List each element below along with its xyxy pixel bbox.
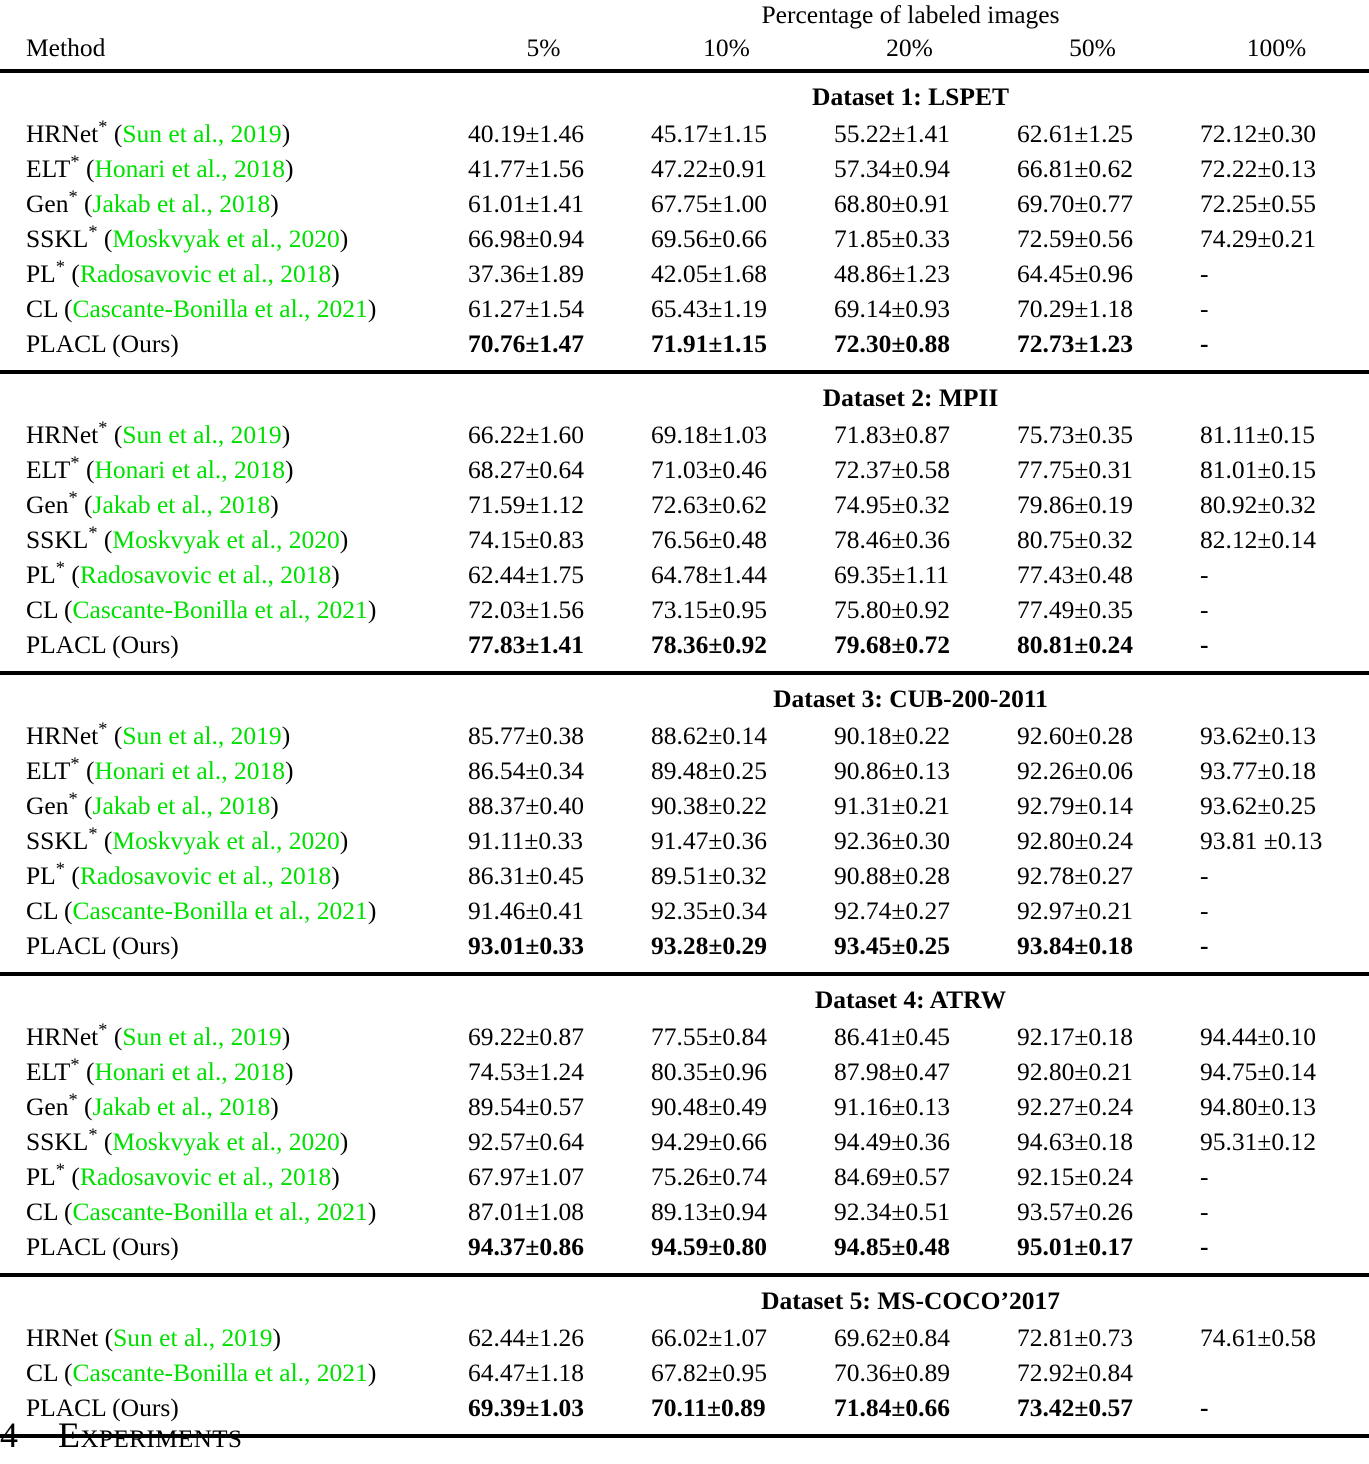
value-cell: 73.15±0.95 bbox=[651, 595, 767, 624]
value-cell: 90.48±0.49 bbox=[651, 1092, 767, 1121]
value-cell: 70.36±0.89 bbox=[834, 1358, 950, 1387]
value-cell: 80.92±0.32 bbox=[1200, 490, 1316, 519]
value-cell: 72.25±0.55 bbox=[1200, 189, 1316, 218]
value-cell: 73.42±0.57 bbox=[1017, 1393, 1133, 1422]
value-cell: 77.55±0.84 bbox=[651, 1022, 767, 1051]
value-cell: 93.62±0.13 bbox=[1200, 721, 1316, 750]
table-row bbox=[0, 151, 1369, 186]
asterisk-marker: * bbox=[55, 1159, 65, 1180]
value-cell: 92.34±0.51 bbox=[834, 1197, 950, 1226]
super-header-row bbox=[0, 0, 1369, 32]
value-cell: 79.68±0.72 bbox=[834, 630, 950, 659]
table-row bbox=[0, 753, 1369, 788]
method-cell: PLACL (Ours) bbox=[26, 931, 179, 960]
value-cell: 69.18±1.03 bbox=[651, 420, 767, 449]
column-header-50pct: 50% bbox=[1069, 33, 1116, 62]
method-cell: CL (Cascante-Bonilla et al., 2021) bbox=[26, 1358, 377, 1387]
table-row bbox=[0, 1019, 1369, 1054]
value-cell: 91.46±0.41 bbox=[468, 896, 584, 925]
citation-link[interactable]: Radosavovic et al., 2018 bbox=[79, 560, 332, 589]
value-cell: 80.81±0.24 bbox=[1017, 630, 1133, 659]
section-title-spacer bbox=[0, 980, 452, 1019]
method-cell: PLACL (Ours) bbox=[26, 329, 179, 358]
value-cell: 75.73±0.35 bbox=[1017, 420, 1133, 449]
section-title-label: Dataset 3: CUB-200-2011 bbox=[773, 684, 1048, 713]
value-cell: 72.59±0.56 bbox=[1017, 224, 1133, 253]
table-row bbox=[0, 627, 1369, 662]
value-cell: 74.15±0.83 bbox=[468, 525, 584, 554]
value-cell bbox=[1184, 1355, 1369, 1390]
column-header-10pct: 10% bbox=[703, 33, 750, 62]
table-row bbox=[0, 452, 1369, 487]
value-cell: 92.79±0.14 bbox=[1017, 791, 1133, 820]
value-cell: 61.01±1.41 bbox=[468, 189, 584, 218]
asterisk-marker: * bbox=[98, 116, 108, 137]
table-row bbox=[0, 1194, 1369, 1229]
table-row bbox=[0, 221, 1369, 256]
asterisk-marker: * bbox=[88, 522, 98, 543]
section-bottom-spacer bbox=[0, 963, 1369, 973]
citation-link[interactable]: Sun et al., 2019 bbox=[122, 420, 282, 449]
value-cell: 72.81±0.73 bbox=[1017, 1323, 1133, 1352]
table-row bbox=[0, 1124, 1369, 1159]
section-title-spacer bbox=[0, 77, 452, 116]
section-bottom-spacer bbox=[0, 662, 1369, 672]
method-cell: Gen* (Jakab et al., 2018) bbox=[26, 788, 279, 820]
value-cell: 92.74±0.27 bbox=[834, 896, 950, 925]
value-cell: 89.51±0.32 bbox=[651, 861, 767, 890]
table-row bbox=[0, 823, 1369, 858]
value-cell: 91.11±0.33 bbox=[468, 826, 584, 855]
value-cell: - bbox=[1200, 1197, 1209, 1226]
value-cell: 92.57±0.64 bbox=[468, 1127, 584, 1156]
value-cell: 78.36±0.92 bbox=[651, 630, 767, 659]
method-cell: CL (Cascante-Bonilla et al., 2021) bbox=[26, 595, 377, 624]
citation-link[interactable]: Sun et al., 2019 bbox=[122, 119, 282, 148]
citation-link[interactable]: Moskvyak et al., 2020 bbox=[112, 826, 340, 855]
value-cell: 40.19±1.46 bbox=[468, 119, 584, 148]
column-header-100pct: 100% bbox=[1246, 33, 1307, 62]
value-cell: 93.57±0.26 bbox=[1017, 1197, 1133, 1226]
asterisk-marker: * bbox=[98, 1019, 108, 1040]
value-cell: 69.70±0.77 bbox=[1017, 189, 1133, 218]
method-cell: ELT* (Honari et al., 2018) bbox=[26, 1054, 294, 1086]
method-cell: PL* (Radosavovic et al., 2018) bbox=[26, 858, 340, 890]
value-cell: 72.22±0.13 bbox=[1200, 154, 1316, 183]
table-row bbox=[0, 858, 1369, 893]
table-row bbox=[0, 256, 1369, 291]
value-cell: 90.18±0.22 bbox=[834, 721, 950, 750]
value-cell: 94.85±0.48 bbox=[834, 1232, 950, 1261]
value-cell: 69.56±0.66 bbox=[651, 224, 767, 253]
asterisk-marker: * bbox=[68, 487, 78, 508]
value-cell: 93.62±0.25 bbox=[1200, 791, 1316, 820]
section-title: Experiments bbox=[58, 1415, 243, 1455]
table-row bbox=[0, 1320, 1369, 1355]
table-row bbox=[0, 557, 1369, 592]
method-cell: ELT* (Honari et al., 2018) bbox=[26, 753, 294, 785]
value-cell: - bbox=[1200, 896, 1209, 925]
value-cell: 74.29±0.21 bbox=[1200, 224, 1316, 253]
value-cell: 92.15±0.24 bbox=[1017, 1162, 1133, 1191]
section-heading bbox=[0, 1414, 242, 1456]
value-cell: 94.44±0.10 bbox=[1200, 1022, 1316, 1051]
citation-link[interactable]: Honari et al., 2018 bbox=[94, 756, 285, 785]
asterisk-marker: * bbox=[70, 753, 80, 774]
value-cell: 61.27±1.54 bbox=[468, 294, 584, 323]
value-cell: 67.75±1.00 bbox=[651, 189, 767, 218]
value-cell: 68.80±0.91 bbox=[834, 189, 950, 218]
method-cell: Gen* (Jakab et al., 2018) bbox=[26, 186, 279, 218]
value-cell: 84.69±0.57 bbox=[834, 1162, 950, 1191]
value-cell: 92.27±0.24 bbox=[1017, 1092, 1133, 1121]
value-cell: 72.73±1.23 bbox=[1017, 329, 1133, 358]
value-cell: 47.22±0.91 bbox=[651, 154, 767, 183]
value-cell: 68.27±0.64 bbox=[468, 455, 584, 484]
value-cell: 65.43±1.19 bbox=[651, 294, 767, 323]
citation-link[interactable]: Cascante-Bonilla et al., 2021 bbox=[72, 1197, 368, 1226]
asterisk-marker: * bbox=[55, 557, 65, 578]
value-cell: 77.49±0.35 bbox=[1017, 595, 1133, 624]
citation-link[interactable]: Cascante-Bonilla et al., 2021 bbox=[72, 595, 368, 624]
citation-link[interactable]: Moskvyak et al., 2020 bbox=[112, 224, 340, 253]
value-cell: 81.01±0.15 bbox=[1200, 455, 1316, 484]
value-cell: 69.14±0.93 bbox=[834, 294, 950, 323]
section-title-row bbox=[0, 980, 1369, 1019]
value-cell: 80.35±0.96 bbox=[651, 1057, 767, 1086]
value-cell: 92.80±0.21 bbox=[1017, 1057, 1133, 1086]
value-cell: - bbox=[1200, 931, 1209, 960]
asterisk-marker: * bbox=[70, 452, 80, 473]
value-cell: 88.37±0.40 bbox=[468, 791, 584, 820]
value-cell: 64.47±1.18 bbox=[468, 1358, 584, 1387]
value-cell: 81.11±0.15 bbox=[1200, 420, 1316, 449]
method-cell: PLACL (Ours) bbox=[26, 1232, 179, 1261]
value-cell: 75.80±0.92 bbox=[834, 595, 950, 624]
value-cell: 82.12±0.14 bbox=[1200, 525, 1316, 554]
value-cell: 78.46±0.36 bbox=[834, 525, 950, 554]
super-header-spacer bbox=[0, 0, 452, 32]
table-row bbox=[0, 1159, 1369, 1194]
table-row bbox=[0, 326, 1369, 361]
column-header-method: Method bbox=[26, 33, 106, 62]
value-cell: 69.39±1.03 bbox=[468, 1393, 584, 1422]
value-cell: 74.95±0.32 bbox=[834, 490, 950, 519]
table-row bbox=[0, 788, 1369, 823]
citation-link[interactable]: Jakab et al., 2018 bbox=[92, 490, 271, 519]
method-cell: PLACL (Ours) bbox=[26, 1393, 179, 1422]
method-cell: CL (Cascante-Bonilla et al., 2021) bbox=[26, 294, 377, 323]
table-row bbox=[0, 186, 1369, 221]
column-header-row bbox=[0, 32, 1369, 69]
asterisk-marker: * bbox=[88, 823, 98, 844]
citation-link[interactable]: Cascante-Bonilla et al., 2021 bbox=[72, 1358, 368, 1387]
section-title-row bbox=[0, 679, 1369, 718]
citation-link[interactable]: Moskvyak et al., 2020 bbox=[112, 1127, 340, 1156]
method-cell: HRNet* (Sun et al., 2019) bbox=[26, 116, 291, 148]
citation-link[interactable]: Jakab et al., 2018 bbox=[92, 1092, 271, 1121]
value-cell: 71.85±0.33 bbox=[834, 224, 950, 253]
value-cell: 90.38±0.22 bbox=[651, 791, 767, 820]
value-cell: 74.61±0.58 bbox=[1200, 1323, 1316, 1352]
value-cell: 93.77±0.18 bbox=[1200, 756, 1316, 785]
citation-link[interactable]: Moskvyak et al., 2020 bbox=[112, 525, 340, 554]
value-cell: 45.17±1.15 bbox=[651, 119, 767, 148]
value-cell: 94.49±0.36 bbox=[834, 1127, 950, 1156]
citation-link[interactable]: Sun et al., 2019 bbox=[113, 1323, 273, 1352]
value-cell: 88.62±0.14 bbox=[651, 721, 767, 750]
value-cell: 92.17±0.18 bbox=[1017, 1022, 1133, 1051]
method-cell: PL* (Radosavovic et al., 2018) bbox=[26, 256, 340, 288]
asterisk-marker: * bbox=[70, 1054, 80, 1075]
method-cell: Gen* (Jakab et al., 2018) bbox=[26, 1089, 279, 1121]
value-cell: 93.45±0.25 bbox=[834, 931, 950, 960]
value-cell: 89.54±0.57 bbox=[468, 1092, 584, 1121]
value-cell: 91.47±0.36 bbox=[651, 826, 767, 855]
citation-link[interactable]: Jakab et al., 2018 bbox=[92, 791, 271, 820]
method-cell: PL* (Radosavovic et al., 2018) bbox=[26, 557, 340, 589]
value-cell: 94.80±0.13 bbox=[1200, 1092, 1316, 1121]
method-cell: HRNet (Sun et al., 2019) bbox=[26, 1323, 281, 1352]
value-cell: 70.29±1.18 bbox=[1017, 294, 1133, 323]
value-cell: 72.30±0.88 bbox=[834, 329, 950, 358]
method-cell: HRNet* (Sun et al., 2019) bbox=[26, 1019, 291, 1051]
method-cell: SSKL* (Moskvyak et al., 2020) bbox=[26, 522, 349, 554]
table-row bbox=[0, 487, 1369, 522]
value-cell: 62.44±1.26 bbox=[468, 1323, 584, 1352]
method-cell: HRNet* (Sun et al., 2019) bbox=[26, 718, 291, 750]
method-cell: HRNet* (Sun et al., 2019) bbox=[26, 417, 291, 449]
section-title-row bbox=[0, 77, 1369, 116]
value-cell: 85.77±0.38 bbox=[468, 721, 584, 750]
method-cell: SSKL* (Moskvyak et al., 2020) bbox=[26, 221, 349, 253]
value-cell: 66.02±1.07 bbox=[651, 1323, 767, 1352]
value-cell: 93.81 ±0.13 bbox=[1200, 826, 1323, 855]
table-row bbox=[0, 522, 1369, 557]
value-cell: 91.16±0.13 bbox=[834, 1092, 950, 1121]
value-cell: - bbox=[1200, 294, 1209, 323]
table-row bbox=[0, 928, 1369, 963]
value-cell: 95.31±0.12 bbox=[1200, 1127, 1316, 1156]
value-cell: - bbox=[1200, 259, 1209, 288]
super-header-label: Percentage of labeled images bbox=[761, 0, 1060, 29]
value-cell: 92.60±0.28 bbox=[1017, 721, 1133, 750]
table-row bbox=[0, 893, 1369, 928]
value-cell: 86.41±0.45 bbox=[834, 1022, 950, 1051]
value-cell: 77.43±0.48 bbox=[1017, 560, 1133, 589]
citation-link[interactable]: Radosavovic et al., 2018 bbox=[79, 861, 332, 890]
citation-link[interactable]: Radosavovic et al., 2018 bbox=[79, 259, 332, 288]
citation-link[interactable]: Honari et al., 2018 bbox=[94, 455, 285, 484]
value-cell: 92.35±0.34 bbox=[651, 896, 767, 925]
value-cell: - bbox=[1200, 595, 1209, 624]
citation-link[interactable]: Sun et al., 2019 bbox=[122, 721, 282, 750]
citation-link[interactable]: Honari et al., 2018 bbox=[94, 154, 285, 183]
asterisk-marker: * bbox=[98, 718, 108, 739]
table-row bbox=[0, 718, 1369, 753]
citation-link[interactable]: Jakab et al., 2018 bbox=[92, 189, 271, 218]
value-cell: 67.97±1.07 bbox=[468, 1162, 584, 1191]
asterisk-marker: * bbox=[68, 186, 78, 207]
value-cell: 62.61±1.25 bbox=[1017, 119, 1133, 148]
value-cell: 92.26±0.06 bbox=[1017, 756, 1133, 785]
section-title-row bbox=[0, 378, 1369, 417]
value-cell: 74.53±1.24 bbox=[468, 1057, 584, 1086]
value-cell: 71.03±0.46 bbox=[651, 455, 767, 484]
value-cell: 67.82±0.95 bbox=[651, 1358, 767, 1387]
value-cell: 90.86±0.13 bbox=[834, 756, 950, 785]
section-title-spacer bbox=[0, 378, 452, 417]
value-cell: 93.01±0.33 bbox=[468, 931, 584, 960]
value-cell: - bbox=[1200, 329, 1209, 358]
citation-link[interactable]: Honari et al., 2018 bbox=[94, 1057, 285, 1086]
method-cell: PLACL (Ours) bbox=[26, 630, 179, 659]
value-cell: 92.36±0.30 bbox=[834, 826, 950, 855]
value-cell: 70.11±0.89 bbox=[651, 1393, 766, 1422]
column-header-20pct: 20% bbox=[886, 33, 933, 62]
asterisk-marker: * bbox=[55, 256, 65, 277]
value-cell: 94.63±0.18 bbox=[1017, 1127, 1133, 1156]
value-cell: 72.12±0.30 bbox=[1200, 119, 1316, 148]
table-row bbox=[0, 417, 1369, 452]
value-cell: 89.13±0.94 bbox=[651, 1197, 767, 1226]
value-cell: 71.83±0.87 bbox=[834, 420, 950, 449]
value-cell: 76.56±0.48 bbox=[651, 525, 767, 554]
asterisk-marker: * bbox=[68, 1089, 78, 1110]
section-number: 4 bbox=[0, 1415, 18, 1455]
section-title-row bbox=[0, 1281, 1369, 1320]
method-cell: CL (Cascante-Bonilla et al., 2021) bbox=[26, 896, 377, 925]
value-cell: 90.88±0.28 bbox=[834, 861, 950, 890]
method-cell: SSKL* (Moskvyak et al., 2020) bbox=[26, 1124, 349, 1156]
value-cell: 71.84±0.66 bbox=[834, 1393, 950, 1422]
table-row bbox=[0, 1355, 1369, 1390]
citation-link[interactable]: Cascante-Bonilla et al., 2021 bbox=[72, 896, 368, 925]
value-cell: 72.03±1.56 bbox=[468, 595, 584, 624]
value-cell: 71.59±1.12 bbox=[468, 490, 584, 519]
value-cell: 92.97±0.21 bbox=[1017, 896, 1133, 925]
table-row bbox=[0, 592, 1369, 627]
value-cell: - bbox=[1200, 1393, 1209, 1422]
method-cell: ELT* (Honari et al., 2018) bbox=[26, 151, 294, 183]
value-cell: - bbox=[1200, 630, 1209, 659]
value-cell: 91.31±0.21 bbox=[834, 791, 950, 820]
value-cell: 92.80±0.24 bbox=[1017, 826, 1133, 855]
value-cell: 89.48±0.25 bbox=[651, 756, 767, 785]
asterisk-marker: * bbox=[88, 221, 98, 242]
section-title-label: Dataset 2: MPII bbox=[822, 383, 999, 412]
value-cell: 93.28±0.29 bbox=[651, 931, 767, 960]
value-cell: 79.86±0.19 bbox=[1017, 490, 1133, 519]
value-cell: 86.31±0.45 bbox=[468, 861, 584, 890]
value-cell: 41.77±1.56 bbox=[468, 154, 584, 183]
value-cell: 64.78±1.44 bbox=[651, 560, 767, 589]
section-title-label: Dataset 4: ATRW bbox=[814, 985, 1007, 1014]
value-cell: 87.01±1.08 bbox=[468, 1197, 584, 1226]
method-cell: PL* (Radosavovic et al., 2018) bbox=[26, 1159, 340, 1191]
section-title-spacer bbox=[0, 679, 452, 718]
value-cell: 66.81±0.62 bbox=[1017, 154, 1133, 183]
asterisk-marker: * bbox=[55, 858, 65, 879]
asterisk-marker: * bbox=[68, 788, 78, 809]
method-cell: ELT* (Honari et al., 2018) bbox=[26, 452, 294, 484]
value-cell: 77.75±0.31 bbox=[1017, 455, 1133, 484]
value-cell: 48.86±1.23 bbox=[834, 259, 950, 288]
table-row bbox=[0, 1054, 1369, 1089]
value-cell: 70.76±1.47 bbox=[468, 329, 584, 358]
value-cell: 37.36±1.89 bbox=[468, 259, 584, 288]
value-cell: 86.54±0.34 bbox=[468, 756, 584, 785]
value-cell: 71.91±1.15 bbox=[651, 329, 767, 358]
value-cell: - bbox=[1200, 560, 1209, 589]
table-row bbox=[0, 291, 1369, 326]
table-row bbox=[0, 116, 1369, 151]
value-cell: 69.22±0.87 bbox=[468, 1022, 584, 1051]
value-cell: 55.22±1.41 bbox=[834, 119, 950, 148]
value-cell: - bbox=[1200, 1232, 1209, 1261]
asterisk-marker: * bbox=[98, 417, 108, 438]
value-cell: 69.62±0.84 bbox=[834, 1323, 950, 1352]
value-cell: 94.29±0.66 bbox=[651, 1127, 767, 1156]
value-cell: 57.34±0.94 bbox=[834, 154, 950, 183]
value-cell: 42.05±1.68 bbox=[651, 259, 767, 288]
value-cell: 69.35±1.11 bbox=[834, 560, 950, 589]
method-cell: CL (Cascante-Bonilla et al., 2021) bbox=[26, 1197, 377, 1226]
value-cell: 72.37±0.58 bbox=[834, 455, 950, 484]
value-cell: 72.63±0.62 bbox=[651, 490, 767, 519]
value-cell: 75.26±0.74 bbox=[651, 1162, 767, 1191]
table-row bbox=[0, 1229, 1369, 1264]
method-cell: Gen* (Jakab et al., 2018) bbox=[26, 487, 279, 519]
value-cell: 94.37±0.86 bbox=[468, 1232, 584, 1261]
value-cell: 94.75±0.14 bbox=[1200, 1057, 1316, 1086]
method-cell: SSKL* (Moskvyak et al., 2020) bbox=[26, 823, 349, 855]
value-cell: 95.01±0.17 bbox=[1017, 1232, 1133, 1261]
value-cell: - bbox=[1200, 861, 1209, 890]
table-row bbox=[0, 1089, 1369, 1124]
asterisk-marker: * bbox=[88, 1124, 98, 1145]
value-cell: 72.92±0.84 bbox=[1017, 1358, 1133, 1387]
value-cell: 93.84±0.18 bbox=[1017, 931, 1133, 960]
asterisk-marker: * bbox=[70, 151, 80, 172]
section-bottom-spacer bbox=[0, 361, 1369, 371]
value-cell: 66.98±0.94 bbox=[468, 224, 584, 253]
citation-link[interactable]: Radosavovic et al., 2018 bbox=[79, 1162, 332, 1191]
citation-link[interactable]: Cascante-Bonilla et al., 2021 bbox=[72, 294, 368, 323]
citation-link[interactable]: Sun et al., 2019 bbox=[122, 1022, 282, 1051]
value-cell: - bbox=[1200, 1162, 1209, 1191]
value-cell: 87.98±0.47 bbox=[834, 1057, 950, 1086]
value-cell: 92.78±0.27 bbox=[1017, 861, 1133, 890]
value-cell: 80.75±0.32 bbox=[1017, 525, 1133, 554]
value-cell: 66.22±1.60 bbox=[468, 420, 584, 449]
column-header-5pct: 5% bbox=[526, 33, 561, 62]
value-cell: 77.83±1.41 bbox=[468, 630, 584, 659]
section-bottom-spacer bbox=[0, 1264, 1369, 1274]
value-cell: 62.44±1.75 bbox=[468, 560, 584, 589]
section-title-label: Dataset 5: MS-COCO’2017 bbox=[761, 1286, 1060, 1315]
section-title-spacer bbox=[0, 1281, 452, 1320]
section-title-label: Dataset 1: LSPET bbox=[812, 82, 1009, 111]
value-cell: 94.59±0.80 bbox=[651, 1232, 767, 1261]
value-cell: 64.45±0.96 bbox=[1017, 259, 1133, 288]
